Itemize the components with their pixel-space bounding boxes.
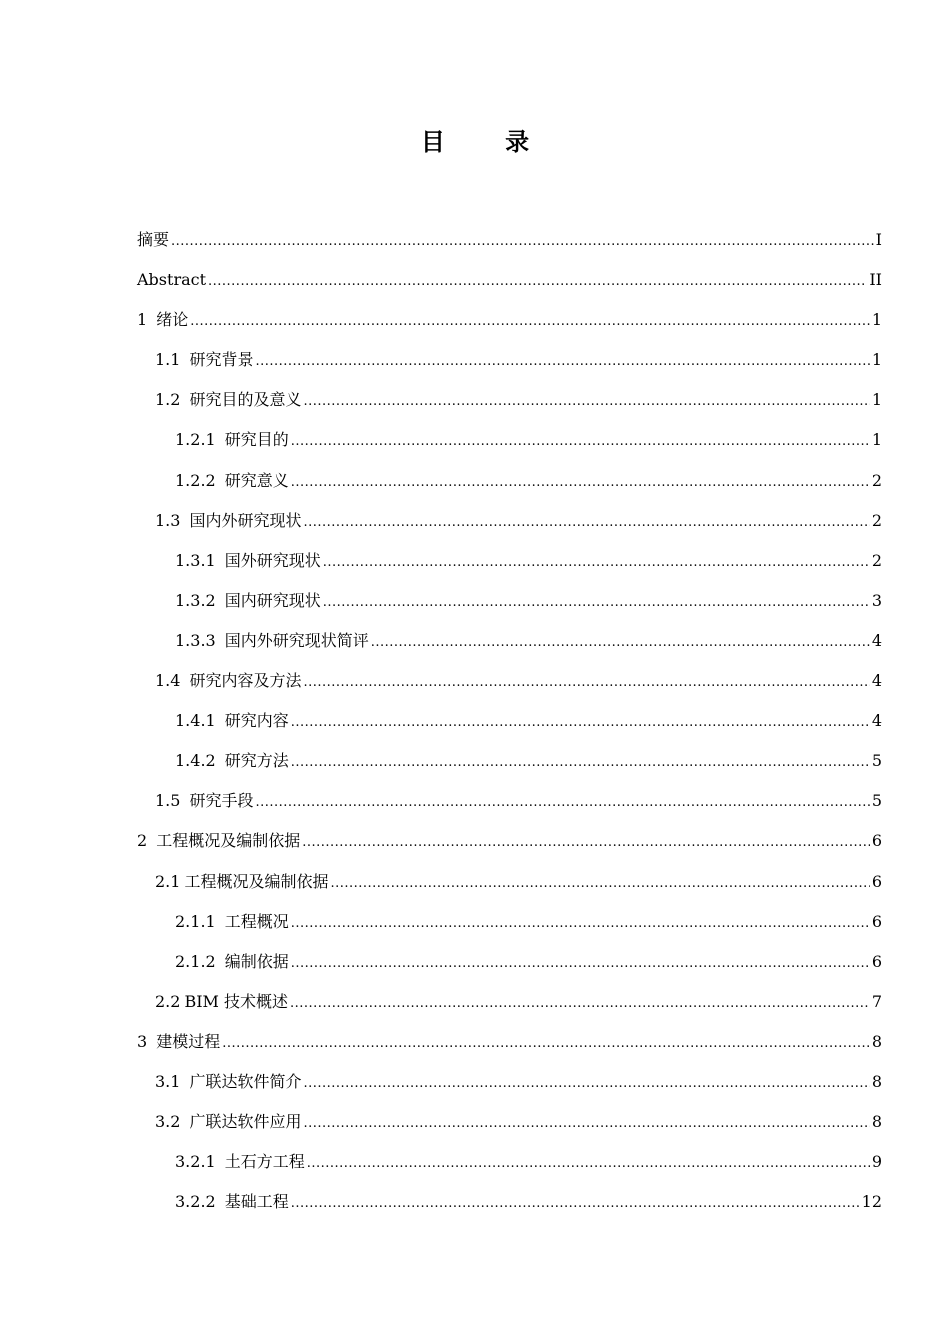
toc-entry[interactable]	[137, 1071, 882, 1111]
toc-entry[interactable]	[137, 830, 882, 870]
toc-entry-number: 2.2	[155, 991, 181, 1011]
toc-entry-page: 1	[871, 350, 882, 370]
toc-entry[interactable]	[137, 630, 882, 670]
toc-entry-page: 6	[871, 911, 882, 931]
toc-entry-page: I	[875, 230, 882, 249]
toc-entry-number: 3.2.1	[175, 1152, 216, 1172]
toc-entry-label: 工程概况及编制依据	[184, 871, 329, 891]
toc-entry-label: 研究内容及方法	[189, 671, 302, 691]
toc-entry-label: 国外研究现状	[224, 550, 321, 570]
toc-entry[interactable]	[137, 590, 882, 630]
toc-dot-leader	[307, 1153, 870, 1175]
toc-entry-number: 2.1	[155, 871, 181, 891]
toc-entry-number: 1.3.1	[175, 550, 216, 570]
toc-entry-label: 工程概况	[224, 911, 289, 931]
toc-entry[interactable]	[137, 750, 882, 790]
toc-entry-page: 1	[871, 430, 882, 450]
toc-entry-page: 6	[871, 951, 882, 971]
toc-entry[interactable]	[137, 951, 882, 991]
toc-entry-label: 研究手段	[189, 791, 254, 811]
toc-dot-leader	[171, 231, 874, 253]
toc-entry-page: 8	[871, 1031, 882, 1051]
toc-title: 目 录	[420, 128, 556, 156]
toc-entry-page: 6	[871, 871, 882, 891]
toc-dot-leader	[303, 391, 869, 413]
toc-entry-number: 3.2	[155, 1112, 181, 1132]
toc-entry[interactable]	[137, 429, 882, 469]
toc-entry-page: 9	[871, 1152, 882, 1172]
toc-dot-leader	[255, 792, 869, 814]
toc-dot-leader	[323, 592, 870, 614]
toc-entry-page: 5	[871, 751, 882, 771]
toc-entry-number: 3	[137, 1031, 148, 1051]
toc-dot-leader	[190, 311, 870, 333]
toc-entry-number: 2.1.1	[175, 911, 216, 931]
toc-dot-leader	[291, 1193, 860, 1215]
toc-entry-label: 绪论	[156, 310, 189, 330]
toc-dot-leader	[291, 752, 870, 774]
toc-entry[interactable]	[137, 1191, 882, 1231]
table-of-contents	[137, 229, 882, 1231]
toc-entry-page: 1	[871, 310, 882, 330]
toc-entry-page: 12	[861, 1192, 882, 1212]
toc-entry[interactable]	[137, 550, 882, 590]
toc-entry-label: 国内研究现状	[224, 590, 321, 610]
toc-entry-page: 8	[871, 1112, 882, 1132]
toc-entry-page: 2	[871, 550, 882, 570]
toc-entry-page: 3	[871, 590, 882, 610]
toc-entry-number: 1.3.3	[175, 630, 216, 650]
toc-entry-label: Abstract	[137, 270, 207, 290]
toc-dot-leader	[290, 993, 870, 1015]
toc-dot-leader	[291, 712, 870, 734]
toc-entry-label: 国内外研究现状简评	[224, 630, 369, 650]
toc-entry[interactable]	[137, 470, 882, 510]
toc-entry[interactable]	[137, 269, 882, 309]
toc-entry[interactable]	[137, 1111, 882, 1151]
toc-entry-number: 1.3.2	[175, 590, 216, 610]
toc-entry-number: 1.2.1	[175, 430, 216, 450]
toc-dot-leader	[255, 351, 869, 373]
toc-entry-number: 1.4.1	[175, 711, 216, 731]
toc-entry-number: 1.3	[155, 510, 181, 530]
toc-entry-label: 研究意义	[224, 470, 289, 490]
toc-entry[interactable]	[137, 670, 882, 710]
toc-entry-page: 4	[871, 711, 882, 731]
toc-entry-label: 研究目的	[224, 430, 289, 450]
toc-entry[interactable]	[137, 991, 882, 1031]
toc-entry-number: 1	[137, 310, 148, 330]
toc-dot-leader	[291, 472, 870, 494]
toc-entry-label: 研究内容	[224, 711, 289, 731]
toc-entry-label: 土石方工程	[224, 1152, 305, 1172]
toc-dot-leader	[303, 1073, 869, 1095]
toc-entry[interactable]	[137, 389, 882, 429]
toc-entry[interactable]	[137, 229, 882, 269]
toc-entry-page: 8	[871, 1071, 882, 1091]
toc-entry[interactable]	[137, 1031, 882, 1071]
toc-entry-label: 研究方法	[224, 751, 289, 771]
toc-dot-leader	[222, 1033, 870, 1055]
toc-entry[interactable]	[137, 1151, 882, 1191]
toc-entry[interactable]	[137, 349, 882, 389]
toc-entry-number: 2.1.2	[175, 951, 216, 971]
toc-entry-number: 3.1	[155, 1071, 181, 1091]
toc-entry-number: 1.2	[155, 390, 181, 410]
toc-entry-label: 研究目的及意义	[189, 390, 302, 410]
toc-entry-label: 工程概况及编制依据	[156, 831, 301, 851]
toc-entry-label: 国内外研究现状	[189, 510, 302, 530]
toc-dot-leader	[330, 873, 869, 895]
toc-entry-page: II	[869, 270, 882, 290]
toc-dot-leader	[291, 431, 870, 453]
toc-entry[interactable]	[137, 871, 882, 911]
toc-entry-label: 研究背景	[189, 350, 254, 370]
toc-dot-leader	[303, 1113, 869, 1135]
toc-entry-page: 5	[871, 791, 882, 811]
toc-entry-number: 1.1	[155, 350, 181, 370]
toc-dot-leader	[302, 832, 870, 854]
toc-entry[interactable]	[137, 710, 882, 750]
toc-dot-leader	[291, 953, 870, 975]
toc-entry-number: 3.2.2	[175, 1192, 216, 1212]
toc-dot-leader	[291, 913, 870, 935]
toc-entry-number: 1.2.2	[175, 470, 216, 490]
toc-entry[interactable]	[137, 309, 882, 349]
toc-dot-leader	[371, 632, 870, 654]
toc-entry-page: 1	[871, 390, 882, 410]
toc-entry-page: 4	[871, 630, 882, 650]
toc-entry-label: 建模过程	[156, 1031, 221, 1051]
toc-entry[interactable]	[137, 911, 882, 951]
toc-entry-number: 1.5	[155, 791, 181, 811]
toc-entry-label: 广联达软件应用	[189, 1112, 302, 1132]
toc-entry-page: 2	[871, 510, 882, 530]
toc-entry-label: 广联达软件简介	[189, 1071, 302, 1091]
toc-entry-page: 7	[871, 991, 882, 1011]
toc-entry-label: 基础工程	[224, 1192, 289, 1212]
toc-dot-leader	[303, 672, 869, 694]
toc-entry-label: 编制依据	[224, 951, 289, 971]
toc-entry-number: 1.4.2	[175, 751, 216, 771]
toc-entry-number: 1.4	[155, 671, 181, 691]
toc-dot-leader	[208, 271, 867, 293]
toc-dot-leader	[303, 512, 869, 534]
toc-entry-page: 2	[871, 470, 882, 490]
toc-entry-number: 2	[137, 831, 148, 851]
toc-entry-page: 6	[871, 831, 882, 851]
toc-entry-label: 摘要	[137, 230, 170, 249]
toc-entry-page: 4	[871, 671, 882, 691]
toc-entry[interactable]	[137, 790, 882, 830]
toc-entry[interactable]	[137, 510, 882, 550]
toc-dot-leader	[323, 552, 870, 574]
toc-entry-label: BIM 技术概述	[184, 991, 289, 1011]
